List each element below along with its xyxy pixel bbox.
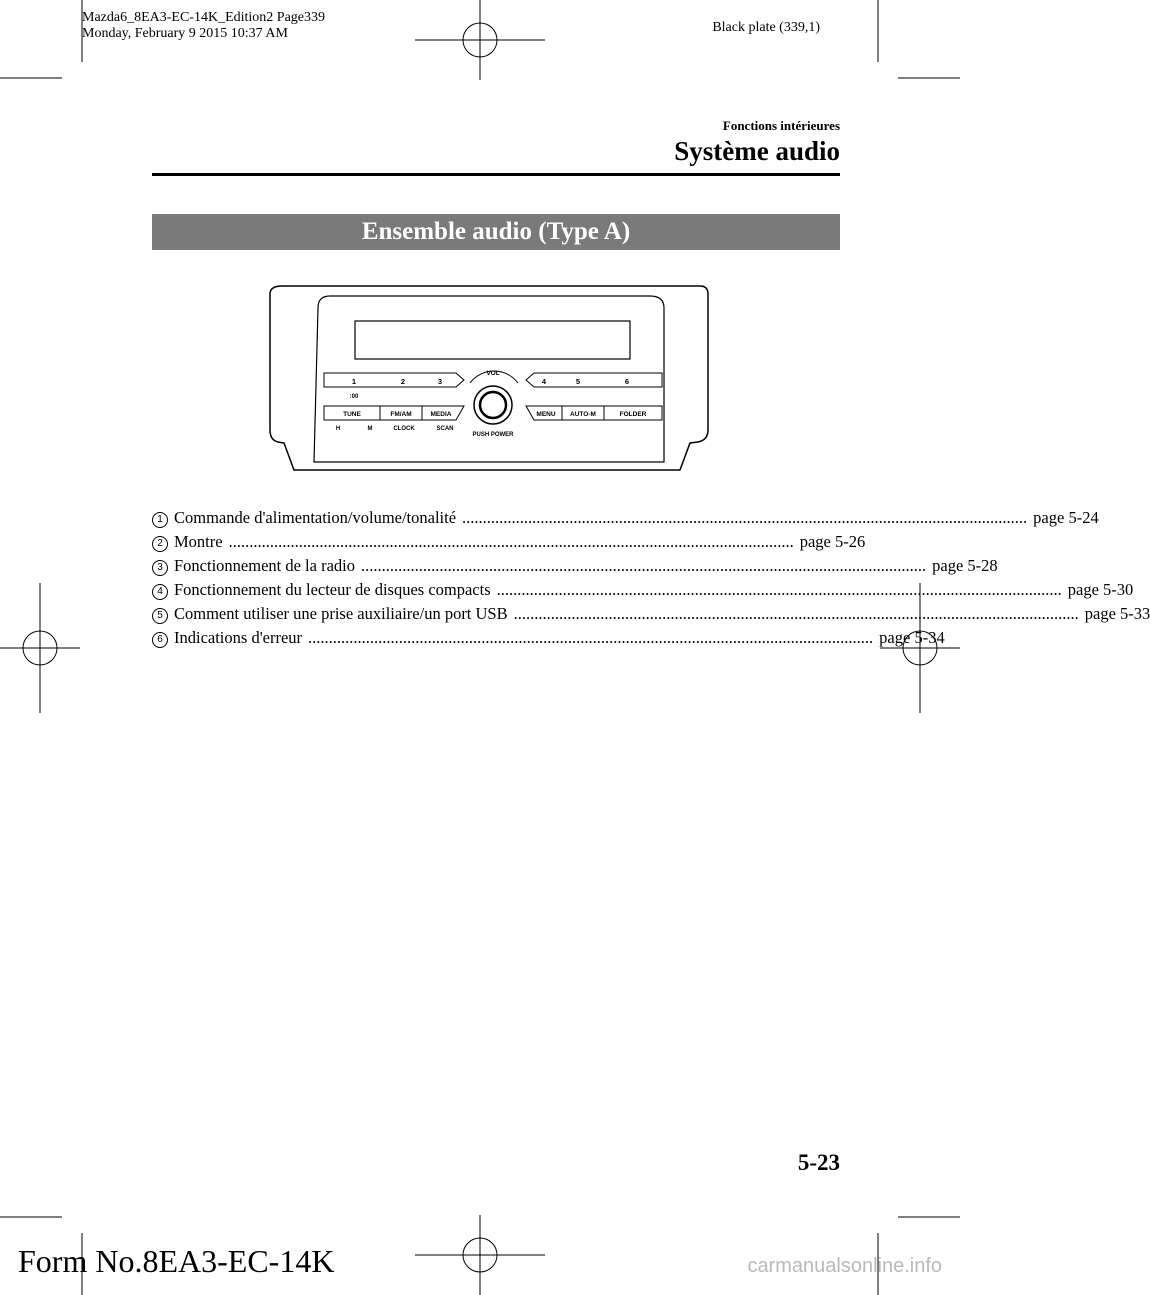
toc-number: 3	[152, 560, 168, 576]
toc-number: 1	[152, 512, 168, 528]
toc-number: 2	[152, 536, 168, 552]
toc-item[interactable]	[152, 604, 1150, 628]
vol-label: VOL	[486, 370, 500, 377]
black-plate-label: Black plate (339,1)	[712, 20, 820, 35]
toc-page: page 5-34	[879, 628, 945, 647]
toc-title: Comment utiliser une prise auxiliaire/un port USB	[174, 604, 508, 623]
toc-leader: .........................................................................................................................................	[361, 556, 927, 575]
toc-page: page 5-33	[1084, 604, 1150, 623]
tune-button: TUNE	[343, 411, 361, 418]
toc-item[interactable]	[152, 508, 1099, 532]
preset-3: 3	[437, 377, 443, 386]
toc-title: Montre	[174, 532, 223, 551]
page-title-banner: Ensemble audio (Type A)	[152, 214, 840, 250]
push-power-label: PUSH POWER	[472, 432, 514, 438]
print-meta	[82, 10, 325, 42]
toc-list	[152, 508, 1150, 652]
media-button: MEDIA	[430, 411, 452, 418]
header-divider	[152, 173, 840, 176]
toc-leader: .........................................................................................................................................	[308, 628, 874, 647]
scan-label: SCAN	[436, 426, 454, 432]
toc-page: page 5-26	[799, 532, 866, 551]
toc-leader: .........................................................................................................................................	[462, 508, 1028, 527]
fm-am-button: FM/AM	[390, 411, 412, 418]
preset-2: 2	[400, 377, 406, 386]
toc-item[interactable]	[152, 628, 945, 652]
preset-4: 4	[541, 377, 547, 386]
menu-button: MENU	[536, 411, 556, 418]
toc-page: page 5-28	[932, 556, 998, 575]
form-number: Form No.8EA3-EC-14K	[18, 1243, 335, 1279]
preset-1: 1	[351, 377, 357, 386]
toc-number: 6	[152, 632, 168, 648]
print-date-line: Monday, February 9 2015 10:37 AM	[82, 26, 288, 41]
preset-left-bar	[324, 373, 464, 387]
preset-right-bar	[526, 373, 662, 387]
page-number: 5-23	[797, 1150, 840, 1175]
minute-label: M	[367, 426, 373, 432]
toc-page: page 5-30	[1067, 580, 1134, 599]
toc-item[interactable]	[152, 532, 866, 556]
clock-label: CLOCK	[393, 426, 415, 432]
toc-number: 5	[152, 608, 168, 624]
toc-title: Indications d'erreur	[174, 628, 303, 647]
toc-title: Fonctionnement du lecteur de disques compacts	[174, 580, 491, 599]
toc-number: 4	[152, 584, 168, 600]
preset-5: 5	[575, 377, 581, 386]
hour-label: H	[335, 426, 341, 432]
clock-zero-label: :00	[349, 394, 359, 400]
preset-6: 6	[624, 377, 630, 386]
toc-title: Fonctionnement de la radio	[174, 556, 355, 575]
display-screen	[355, 321, 630, 359]
print-file-line: Mazda6_8EA3-EC-14K_Edition2 Page339	[82, 10, 326, 25]
folder-button: FOLDER	[619, 411, 647, 418]
volume-knob-inner	[480, 392, 506, 418]
toc-item[interactable]	[152, 556, 998, 580]
toc-leader: .........................................................................................................................................	[496, 580, 1062, 599]
toc-page: page 5-24	[1033, 508, 1099, 527]
chapter-title: Fonctions intérieures	[722, 118, 840, 133]
toc-item[interactable]	[152, 580, 1134, 604]
auto-m-button: AUTO-M	[570, 411, 596, 418]
audio-unit-diagram	[270, 280, 720, 480]
toc-leader: .........................................................................................................................................	[513, 604, 1079, 623]
toc-leader: .........................................................................................................................................	[228, 532, 794, 551]
watermark[interactable]: carmanualsonline.info	[747, 1255, 942, 1277]
toc-title: Commande d'alimentation/volume/tonalité	[174, 508, 457, 527]
section-title: Système audio	[674, 136, 840, 166]
